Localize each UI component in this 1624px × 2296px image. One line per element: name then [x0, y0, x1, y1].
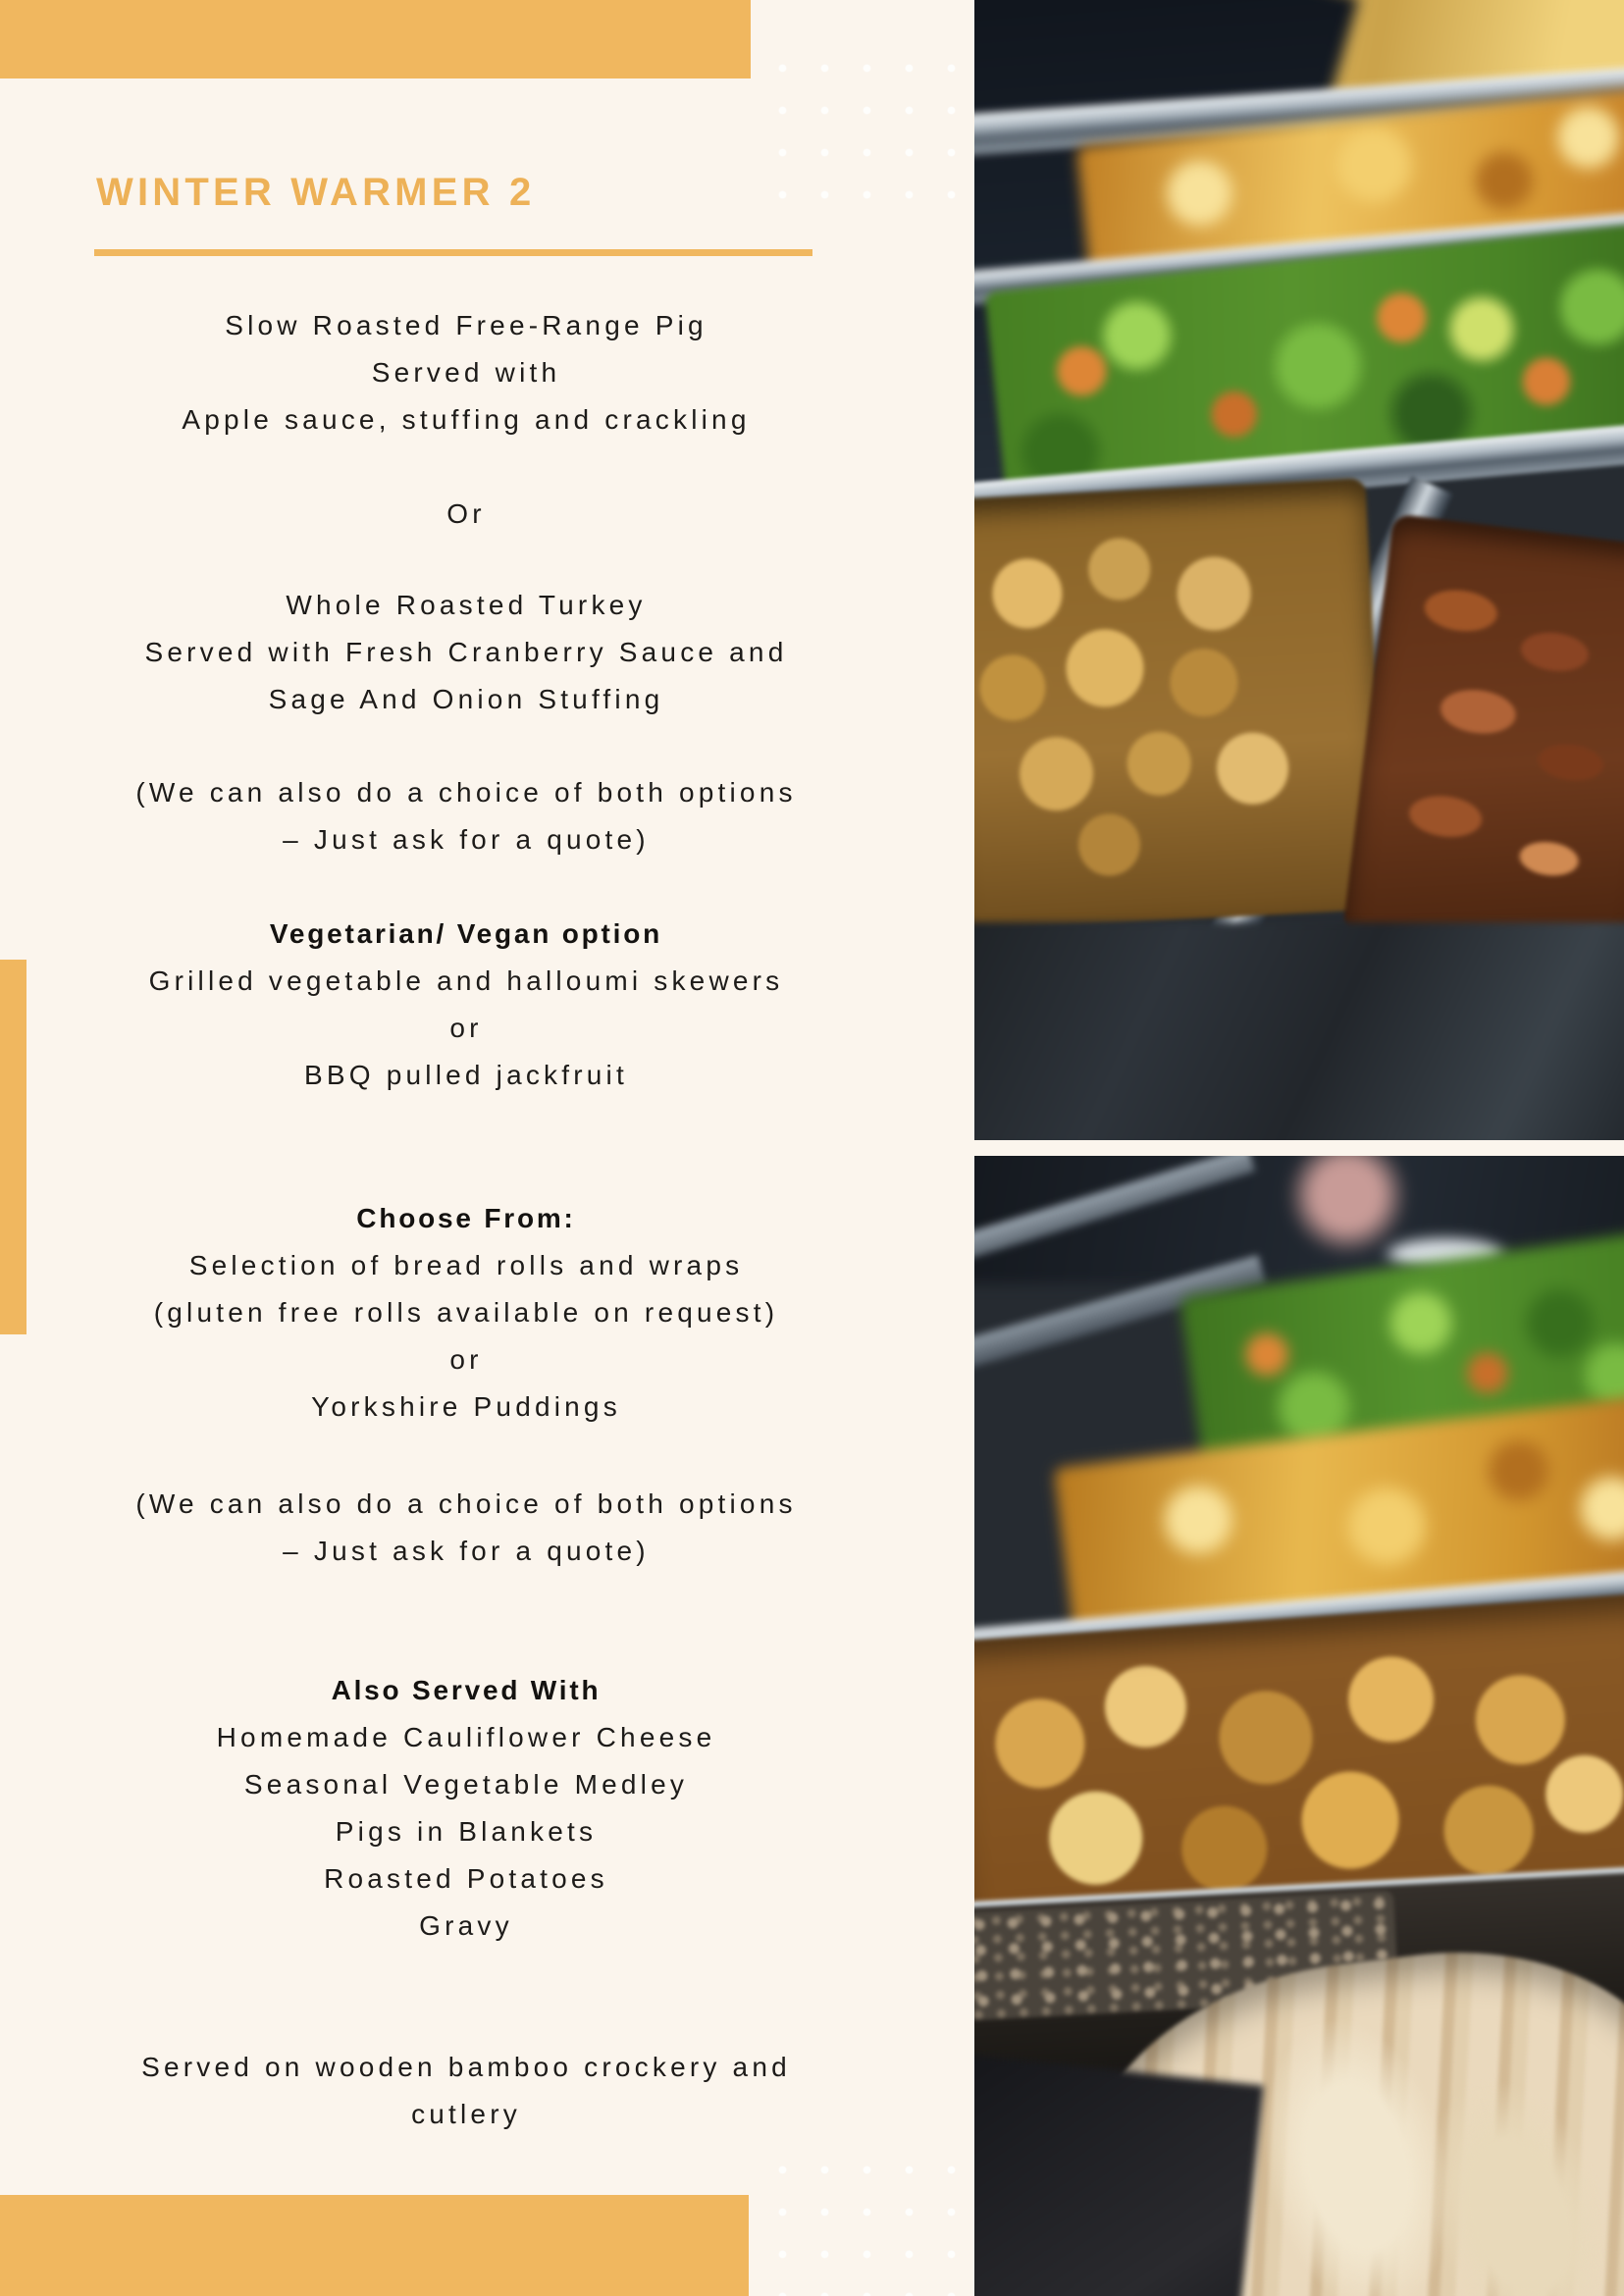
- menu-block-also-served-with: [59, 1667, 873, 1950]
- menu-block-roast-turkey: [59, 582, 873, 723]
- menu-line: (gluten free rolls available on request): [153, 1297, 779, 1328]
- menu-block-quote-note-2: [59, 1481, 873, 1575]
- photo-stuffing-balls-tray: [974, 478, 1388, 931]
- left-accent-strip: [0, 960, 26, 1334]
- photo-dark-corner: [974, 2053, 1264, 2296]
- menu-block-vegetarian-option: [59, 911, 873, 1099]
- menu-block-or-divider: [59, 491, 873, 538]
- menu-line: Served with: [371, 357, 561, 388]
- menu-line: Seasonal Vegetable Medley: [243, 1769, 689, 1800]
- menu-line: Gravy: [419, 1910, 513, 1941]
- menu-line: Slow Roasted Free-Range Pig: [225, 310, 707, 340]
- menu-line: or: [449, 1013, 483, 1043]
- menu-line: cutlery: [411, 2099, 521, 2129]
- top-accent-bar: [0, 0, 751, 78]
- menu-line: Served with Fresh Cranberry Sauce and: [144, 637, 788, 667]
- bottom-accent-bar: [0, 2195, 749, 2296]
- polka-dots-top: [748, 35, 974, 202]
- menu-line: Homemade Cauliflower Cheese: [216, 1722, 716, 1752]
- photo-buffet-trays-bottom: [974, 1156, 1624, 2296]
- menu-heading: Vegetarian/ Vegan option: [269, 918, 663, 949]
- menu-line: Whole Roasted Turkey: [286, 590, 647, 620]
- menu-block-choose-from: [59, 1195, 873, 1431]
- menu-heading: Also Served With: [331, 1675, 602, 1705]
- menu-line: Served on wooden bamboo crockery and: [141, 2052, 791, 2082]
- title-underline: [94, 249, 812, 256]
- menu-block-roast-pig: [59, 302, 873, 444]
- menu-line: Selection of bread rolls and wraps: [188, 1250, 744, 1280]
- menu-line: BBQ pulled jackfruit: [304, 1060, 628, 1090]
- menu-line: – Just ask for a quote): [283, 824, 650, 855]
- menu-line: Roasted Potatoes: [324, 1863, 608, 1894]
- menu-block-crockery-note: [59, 2044, 873, 2138]
- menu-line: Pigs in Blankets: [335, 1816, 598, 1847]
- menu-block-quote-note-1: [59, 769, 873, 863]
- menu-line: Yorkshire Puddings: [311, 1391, 621, 1422]
- menu-line: Apple sauce, stuffing and crackling: [182, 404, 751, 435]
- menu-line: or: [449, 1344, 483, 1375]
- menu-line: Sage And Onion Stuffing: [268, 684, 664, 714]
- polka-dots-bottom: [748, 2137, 974, 2296]
- page-title: WINTER WARMER 2: [96, 171, 536, 214]
- photo-table-surface: [974, 922, 1624, 1140]
- photo-art: [974, 1156, 1624, 2296]
- menu-heading: Choose From:: [356, 1203, 576, 1233]
- photo-art: [974, 0, 1624, 1140]
- menu-line: – Just ask for a quote): [283, 1536, 650, 1566]
- menu-line: (We can also do a choice of both options: [135, 777, 797, 808]
- menu-line: Grilled vegetable and halloumi skewers: [148, 965, 784, 996]
- photo-pigs-in-blankets-tray: [1342, 513, 1624, 967]
- menu-line: (We can also do a choice of both options: [135, 1488, 797, 1519]
- photo-buffet-trays-top: [974, 0, 1624, 1140]
- menu-line: Or: [446, 498, 486, 529]
